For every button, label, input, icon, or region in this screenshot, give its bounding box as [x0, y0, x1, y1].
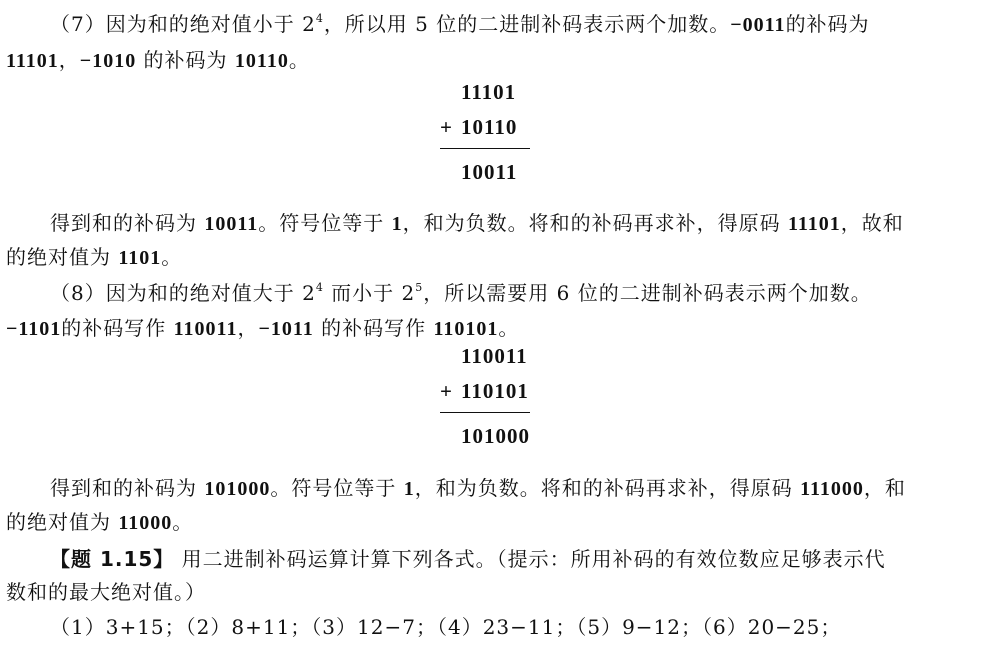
- exponent: 5: [415, 281, 424, 294]
- text: 的补码为: [785, 12, 870, 36]
- result-7-line1: [50, 207, 904, 236]
- para-7-line2: [6, 44, 310, 73]
- text: 而小于 2: [323, 281, 416, 305]
- number: 11101: [6, 50, 59, 72]
- calc7-row1: 11101: [461, 80, 517, 104]
- calc8-rule: [440, 412, 530, 413]
- number: 10011: [204, 213, 259, 235]
- calc8-result: 101000: [461, 424, 530, 448]
- calc7-op: +: [440, 115, 453, 139]
- result-8-line1: [50, 472, 906, 501]
- number: 101000: [204, 478, 271, 500]
- para-7-line1: [50, 8, 870, 37]
- problem-1-15-line2: 数和的最大绝对值。）: [6, 580, 206, 604]
- text: 的补码写作: [313, 316, 434, 340]
- text: ，故和: [840, 211, 904, 235]
- number: 11101: [787, 213, 841, 235]
- text: ，所以用 5 位的二进制补码表示两个加数。: [323, 12, 731, 36]
- problem-1-15-line1: [50, 543, 886, 572]
- exponent: 4: [315, 281, 324, 294]
- text: 的补码为: [136, 48, 235, 72]
- text: 。符号位等于: [258, 211, 392, 235]
- text: 。: [288, 48, 310, 72]
- calc8-op: +: [440, 379, 453, 403]
- exponent: 4: [315, 12, 324, 25]
- calc7-rule: [440, 148, 530, 149]
- text: （7）因为和的绝对值小于 2: [50, 12, 316, 36]
- result-7-line2: [6, 241, 182, 270]
- text: ，和为负数。将和的补码再求补，得原码: [402, 211, 788, 235]
- text: 得到和的补码为: [50, 476, 205, 500]
- text: ，: [58, 48, 80, 72]
- text: ，和为负数。将和的补码再求补，得原码: [414, 476, 801, 500]
- text: 的绝对值为: [6, 245, 119, 269]
- number: 111000: [800, 478, 864, 500]
- problem-1-15-items: （1）3+15；（2）8+11；（3）12−7；（4）23−11；（5）9−12；（6）20−25；: [50, 615, 842, 639]
- para-8-line1: [50, 277, 872, 306]
- calc7-result: 10011: [461, 160, 518, 184]
- text: （8）因为和的绝对值大于 2: [50, 281, 316, 305]
- number: −0011: [730, 14, 786, 36]
- text: 用二进制补码运算计算下列各式。（提示：所用补码的有效位数应足够表示代: [174, 547, 886, 571]
- calc8-row1: 110011: [461, 344, 528, 368]
- number: 110101: [433, 318, 499, 340]
- text: 得到和的补码为: [50, 211, 205, 235]
- number: 1101: [118, 247, 162, 269]
- number: 10110: [234, 50, 289, 72]
- problem-title: 【题 1.15】: [50, 547, 175, 571]
- number: −1101: [6, 318, 62, 340]
- number: 11000: [118, 512, 173, 534]
- text: ，所以需要用 6 位的二进制补码表示两个加数。: [423, 281, 872, 305]
- calc8-row2: 110101: [461, 379, 529, 403]
- text: 。: [172, 510, 194, 534]
- number: 1: [391, 213, 403, 235]
- text: 。: [161, 245, 183, 269]
- text: 的绝对值为: [6, 510, 119, 534]
- number: 1: [403, 478, 415, 500]
- calc7-row2: 10110: [461, 115, 518, 139]
- text: 的补码写作: [61, 316, 174, 340]
- para-8-line2: [6, 312, 519, 341]
- text: 。符号位等于: [270, 476, 404, 500]
- result-8-line2: [6, 506, 193, 535]
- number: −1010: [79, 50, 137, 72]
- text: ，: [237, 316, 259, 340]
- text: ，和: [863, 476, 906, 500]
- number: −1011: [258, 318, 314, 340]
- text: 。: [498, 316, 520, 340]
- number: 110011: [173, 318, 238, 340]
